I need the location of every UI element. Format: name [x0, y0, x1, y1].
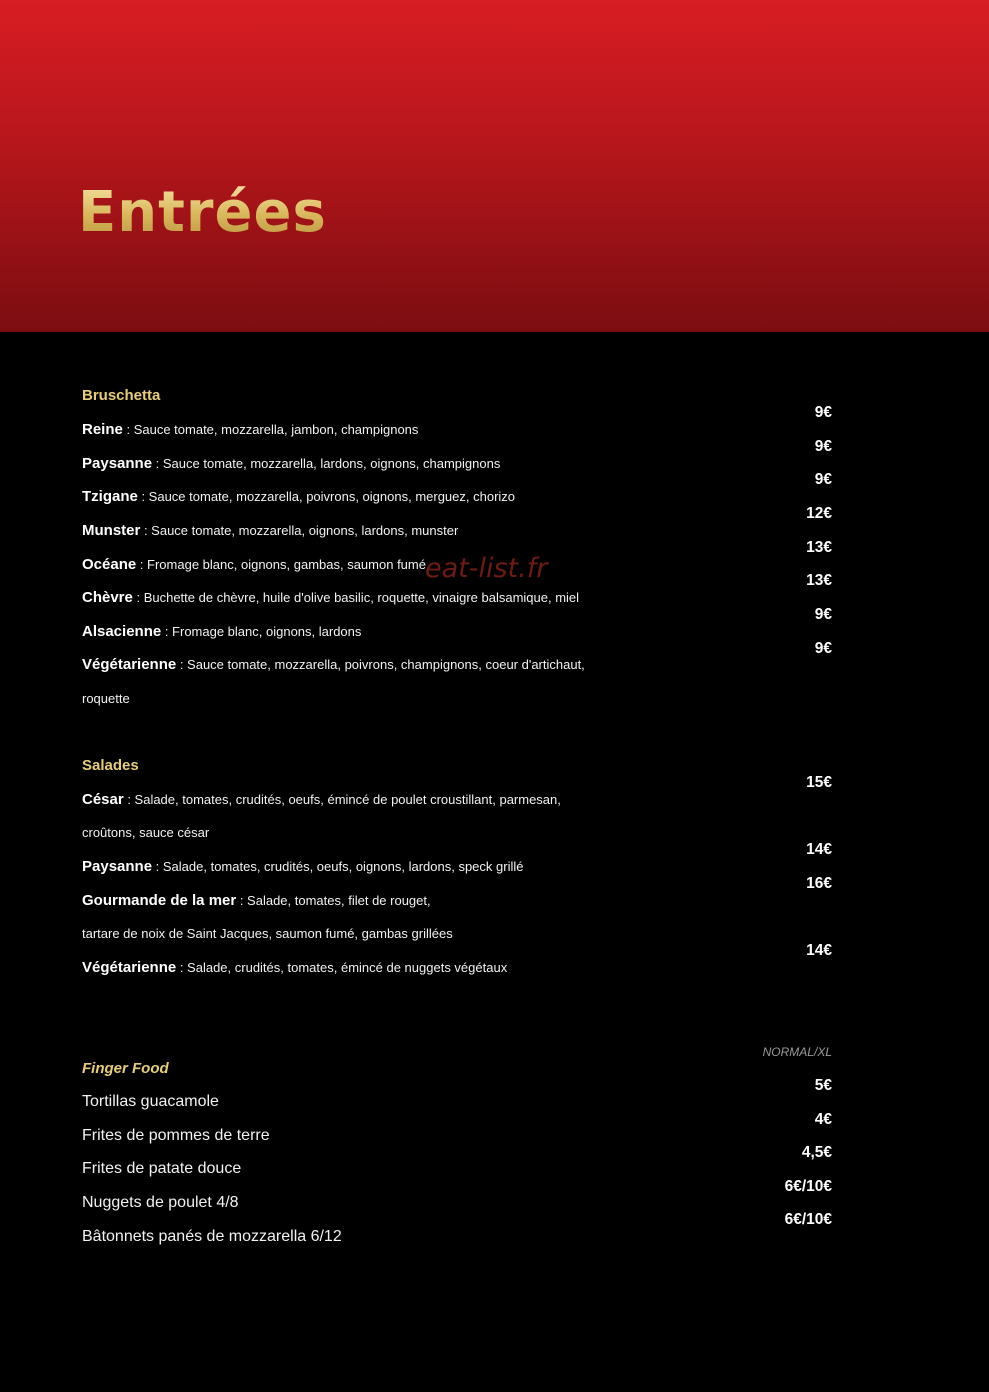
price: 15€ [806, 774, 832, 791]
item-name: Paysanne [82, 455, 153, 472]
menu-item-chevre [82, 589, 579, 606]
section-title-bruschetta: Bruschetta [82, 387, 161, 404]
menu-item-tortillas: Tortillas guacamole [82, 1093, 219, 1110]
price: 9€ [814, 438, 832, 455]
item-name: Océane [82, 556, 137, 573]
price: 9€ [814, 404, 832, 421]
item-name: Munster [82, 522, 141, 539]
menu-item-reine [82, 421, 418, 438]
item-description: : Sauce tomate, mozzarella, poivrons, oignons, merguez, chorizo [137, 489, 516, 504]
price: 4€ [814, 1111, 832, 1128]
item-description: : Sauce tomate, mozzarella, lardons, oignons, champignons [152, 456, 501, 471]
item-description: : Salade, tomates, filet de rouget, [236, 893, 431, 908]
price: 6€/10€ [784, 1178, 832, 1195]
section-title-salades: Salades [82, 757, 139, 774]
price: 13€ [806, 572, 832, 589]
price: 9€ [814, 471, 832, 488]
page-title: Entrées [78, 180, 327, 245]
price: 14€ [806, 942, 832, 959]
item-description: : Buchette de chèvre, huile d'olive basilic, roquette, vinaigre balsamique, miel [132, 590, 580, 605]
menu-item-paysanne-salade [82, 858, 523, 875]
price: 12€ [806, 505, 832, 522]
menu-item-frites-patate-douce: Frites de patate douce [82, 1160, 242, 1177]
item-description: : Fromage blanc, oignons, gambas, saumon fumé [136, 557, 426, 572]
item-description: : Salade, crudités, tomates, émincé de nuggets végétaux [176, 960, 508, 975]
item-description-continued: croûtons, sauce césar [82, 825, 210, 840]
menu-item-munster [82, 522, 458, 539]
menu-item-batonnets-mozzarella: Bâtonnets panés de mozzarella 6/12 [82, 1228, 342, 1245]
menu-item-nuggets: Nuggets de poulet 4/8 [82, 1194, 239, 1211]
watermark: eat-list.fr [425, 553, 548, 584]
item-name: César [82, 791, 124, 808]
item-description: : Salade, tomates, crudités, oeufs, émincé de poulet croustillant, parmesan, [123, 792, 561, 807]
item-description: : Sauce tomate, mozzarella, jambon, champignons [122, 422, 419, 437]
price: 9€ [814, 640, 832, 657]
item-name: Paysanne [82, 858, 153, 875]
item-name: Végétarienne [82, 959, 177, 976]
price: 5€ [814, 1077, 832, 1094]
menu-item-gourmande-de-la-mer [82, 892, 431, 909]
item-description-continued: tartare de noix de Saint Jacques, saumon fumé, gambas grillées [82, 926, 453, 941]
item-description: : Sauce tomate, mozzarella, oignons, lardons, munster [140, 523, 459, 538]
header-banner [0, 0, 989, 332]
item-name: Reine [82, 421, 123, 438]
menu-item-alsacienne [82, 623, 361, 640]
size-label: NORMAL/XL [762, 1045, 832, 1059]
price: 13€ [806, 539, 832, 556]
menu-item-paysanne [82, 455, 500, 472]
menu-item-vegetarienne [82, 656, 585, 673]
price: 4,5€ [801, 1144, 832, 1161]
menu-item-cesar [82, 791, 561, 808]
item-name: Végétarienne [82, 656, 177, 673]
price: 9€ [814, 606, 832, 623]
price: 16€ [806, 875, 832, 892]
menu-item-tzigane [82, 488, 515, 505]
item-description: : Salade, tomates, crudités, oeufs, oignons, lardons, speck grillé [152, 859, 524, 874]
menu-item-oceane [82, 556, 426, 573]
item-description-continued: roquette [82, 691, 130, 706]
item-name: Alsacienne [82, 623, 162, 640]
item-name: Chèvre [82, 589, 133, 606]
price: 6€/10€ [784, 1211, 832, 1228]
item-name: Gourmande de la mer [82, 892, 237, 909]
menu-item-vegetarienne-salade [82, 959, 507, 976]
section-title-finger-food: Finger Food [82, 1060, 169, 1077]
price: 14€ [806, 841, 832, 858]
item-description: : Fromage blanc, oignons, lardons [161, 624, 362, 639]
menu-item-frites: Frites de pommes de terre [82, 1127, 270, 1144]
item-description: : Sauce tomate, mozzarella, poivrons, champignons, coeur d'artichaut, [176, 657, 585, 672]
item-name: Tzigane [82, 488, 138, 505]
